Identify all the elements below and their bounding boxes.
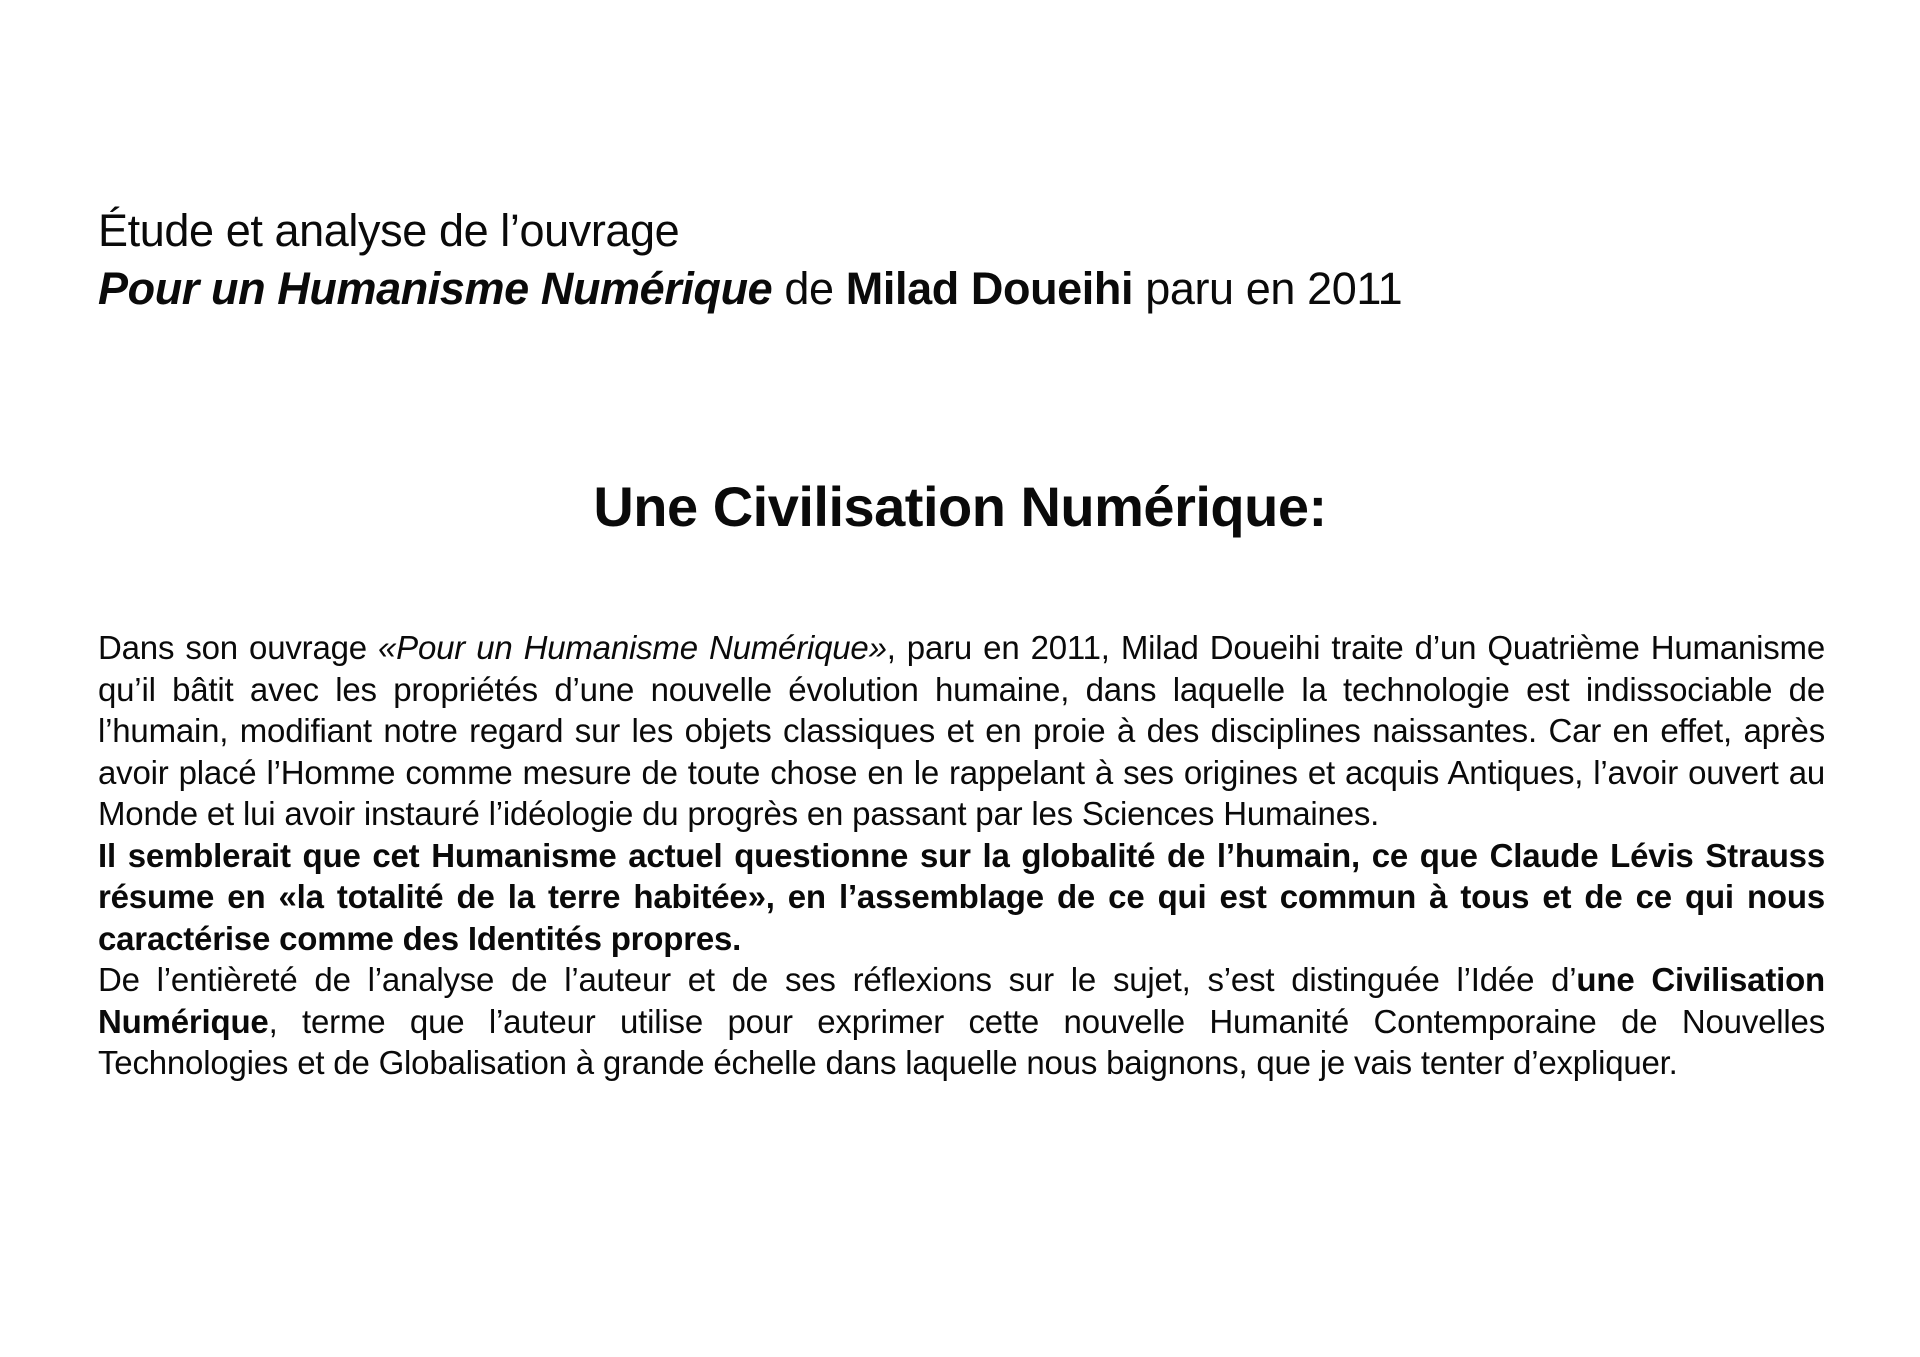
- paragraph-conclusion-end: , terme que l’auteur utilise pour exprimer cette nouvelle Humanité Contemporaine de Nouvelles Technologies et de Globalisation à grande échelle dans laquelle nous baignons, que je vais tenter d’expliquer.: [98, 1002, 1825, 1081]
- section-heading: Une Civilisation Numérique:: [593, 475, 1327, 538]
- paragraph-conclusion: [98, 959, 1825, 1084]
- header-connector: de: [772, 263, 846, 314]
- paragraph-intro-start: Dans son ouvrage: [98, 629, 379, 666]
- paragraph-intro: [98, 627, 1825, 835]
- paragraph-intro-end: , paru en 2011, Milad Doueihi traite d’un Quatrième Humanisme qu’il bâtit avec les propriétés d’une nouvelle évolution humaine, dans laquelle la technologie est indissociable de l’humain, modifiant notre regard sur les objets classiques et en proie à des disciplines naissantes. Car en effet, après avoir placé l’Homme comme mesure de toute chose en le rappelant à ses origines et acquis Antiques, l’avoir ouvert au Monde et lui avoir instauré l’idéologie du progrès en passant par les Sciences Humaines.: [98, 629, 1825, 832]
- paragraph-conclusion-emphasis: une Civilisation Numérique: [98, 961, 1825, 1040]
- paragraph-conclusion-start: De l’entièreté de l’analyse de l’auteur et de ses réflexions sur le sujet, s’est distinguée l’Idée d’: [98, 961, 1577, 998]
- paragraph-intro-book-title: «Pour un Humanisme Numérique»: [378, 629, 887, 666]
- header-line-1: Étude et analyse de l’ouvrage: [98, 205, 680, 256]
- author-name: Milad Doueihi: [845, 263, 1134, 314]
- document-header: [98, 202, 1798, 318]
- body-text: [98, 627, 1825, 1084]
- header-suffix: paru en 2011: [1133, 263, 1403, 314]
- paragraph-emphasis: Il semblerait que cet Humanisme actuel questionne sur la globalité de l’humain, ce que Claude Lévis Strauss résume en «la totalité de la terre habitée», en l’assemblage de ce qui est commun à tous et de ce qui nous caractérise comme des Identités propres.: [98, 836, 1825, 957]
- book-title: Pour un Humanisme Numérique: [98, 263, 773, 314]
- header-line-2: [98, 260, 1798, 318]
